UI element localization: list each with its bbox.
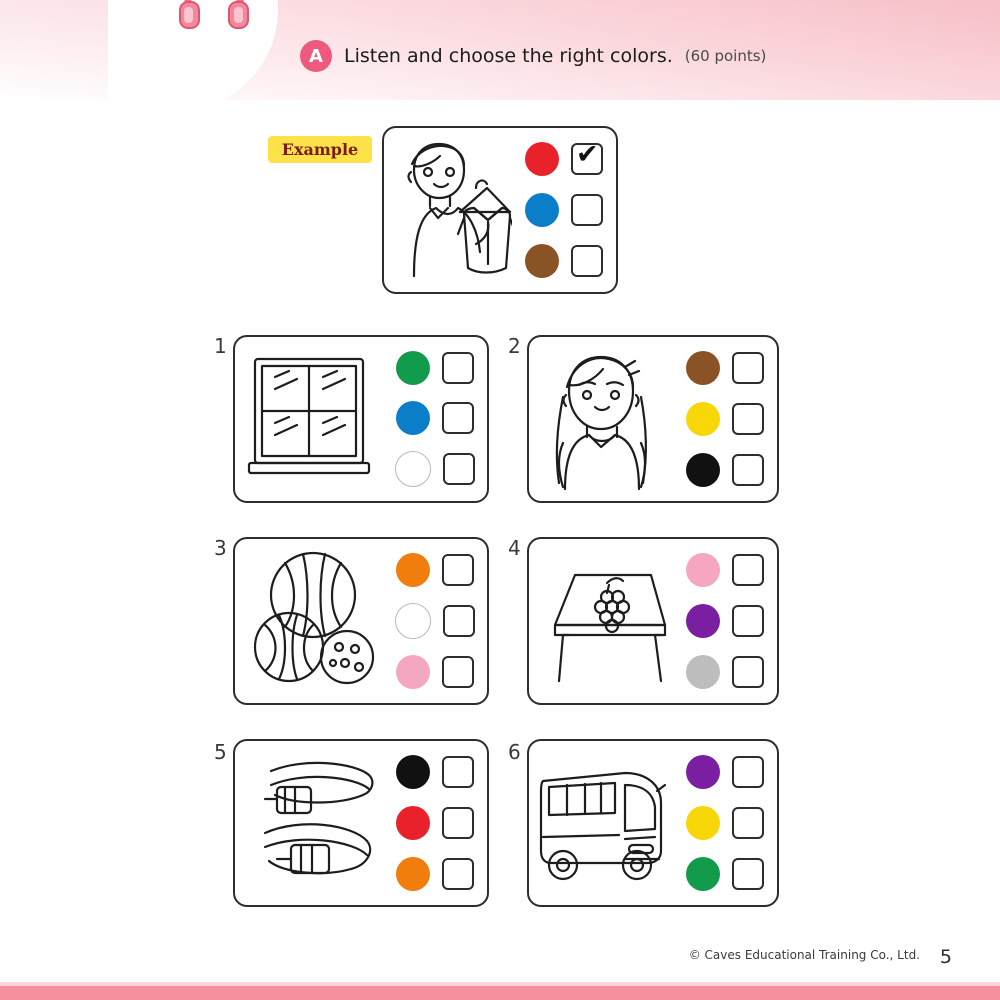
- color-swatch-white: [395, 451, 431, 487]
- color-swatch-yellow: [686, 806, 720, 840]
- checkbox-black[interactable]: [732, 454, 764, 486]
- checkbox-black[interactable]: [442, 756, 474, 788]
- page-number: 5: [939, 946, 952, 968]
- checkbox-orange[interactable]: [442, 858, 474, 890]
- color-swatch-white: [395, 603, 431, 639]
- choice-row: [395, 451, 475, 487]
- color-swatch-red: [525, 142, 559, 176]
- choice-row: [686, 453, 764, 487]
- choice-row: [686, 655, 764, 689]
- example-choices: [512, 128, 616, 292]
- question-5-choices: [383, 741, 487, 905]
- choice-row: [395, 603, 475, 639]
- color-swatch-green: [686, 857, 720, 891]
- copyright-footer: © Caves Educational Training Co., Ltd.: [688, 948, 920, 962]
- question-picture-balls: [235, 539, 383, 703]
- checkbox-yellow[interactable]: [732, 403, 764, 435]
- question-number-5: 5: [214, 740, 227, 764]
- question-card-4: [527, 537, 779, 705]
- question-2-choices: [673, 337, 777, 501]
- color-swatch-pink: [396, 655, 430, 689]
- footer-band: [0, 986, 1000, 1000]
- checkbox-purple[interactable]: [732, 756, 764, 788]
- question-1-choices: [383, 337, 487, 501]
- question-number-2: 2: [508, 334, 521, 358]
- question-card-5: [233, 739, 489, 907]
- section-points: (60 points): [684, 47, 767, 65]
- question-card-6: [527, 739, 779, 907]
- color-swatch-purple: [686, 755, 720, 789]
- example-card: [382, 126, 618, 294]
- choice-row: [686, 857, 764, 891]
- checkbox-brown[interactable]: [732, 352, 764, 384]
- checkbox-pink[interactable]: [732, 554, 764, 586]
- question-6-choices: [673, 741, 777, 905]
- choice-row: [686, 351, 764, 385]
- choice-row: [396, 553, 474, 587]
- question-number-4: 4: [508, 536, 521, 560]
- question-picture-belts: [235, 741, 383, 905]
- question-picture-girl: [529, 337, 673, 501]
- checkbox-green[interactable]: [732, 858, 764, 890]
- question-3-choices: [383, 539, 487, 703]
- question-picture-window: [235, 337, 383, 501]
- question-4-choices: [673, 539, 777, 703]
- checkbox-blue[interactable]: [442, 402, 474, 434]
- color-swatch-blue: [525, 193, 559, 227]
- question-picture-bus: [529, 741, 673, 905]
- headphones-icon: [178, 0, 250, 30]
- choice-row: [396, 806, 474, 840]
- color-swatch-gray: [686, 655, 720, 689]
- question-number-3: 3: [214, 536, 227, 560]
- choice-row: [396, 401, 474, 435]
- color-swatch-brown: [525, 244, 559, 278]
- color-swatch-red: [396, 806, 430, 840]
- checkbox-purple[interactable]: [732, 605, 764, 637]
- choice-row: [525, 142, 603, 176]
- choice-row: [525, 193, 603, 227]
- color-swatch-purple: [686, 604, 720, 638]
- checkbox-pink[interactable]: [442, 656, 474, 688]
- question-card-2: [527, 335, 779, 503]
- color-swatch-brown: [686, 351, 720, 385]
- color-swatch-pink: [686, 553, 720, 587]
- choice-row: [686, 402, 764, 436]
- checkbox-white[interactable]: [443, 605, 475, 637]
- question-number-6: 6: [508, 740, 521, 764]
- checkbox-yellow[interactable]: [732, 807, 764, 839]
- example-badge: Example: [268, 136, 372, 163]
- choice-row: [396, 655, 474, 689]
- question-picture-table-grapes: [529, 539, 673, 703]
- color-swatch-orange: [396, 553, 430, 587]
- example-picture-boy-shirt: [384, 128, 512, 292]
- color-swatch-yellow: [686, 402, 720, 436]
- question-number-1: 1: [214, 334, 227, 358]
- checkbox-white[interactable]: [443, 453, 475, 485]
- color-swatch-green: [396, 351, 430, 385]
- choice-row: [396, 351, 474, 385]
- color-swatch-blue: [396, 401, 430, 435]
- checkbox-orange[interactable]: [442, 554, 474, 586]
- choice-row: [686, 553, 764, 587]
- choice-row: [686, 604, 764, 638]
- choice-row: [396, 755, 474, 789]
- question-card-3: [233, 537, 489, 705]
- choice-row: [686, 806, 764, 840]
- color-swatch-black: [396, 755, 430, 789]
- checkbox-red[interactable]: [571, 143, 603, 175]
- checkbox-red[interactable]: [442, 807, 474, 839]
- question-card-1: [233, 335, 489, 503]
- choice-row: [396, 857, 474, 891]
- section-letter-badge: A: [300, 40, 332, 72]
- color-swatch-black: [686, 453, 720, 487]
- section-header: [300, 40, 766, 72]
- color-swatch-orange: [396, 857, 430, 891]
- section-instruction: Listen and choose the right colors.: [344, 45, 673, 67]
- choice-row: [686, 755, 764, 789]
- checkbox-blue[interactable]: [571, 194, 603, 226]
- checkbox-gray[interactable]: [732, 656, 764, 688]
- checkbox-brown[interactable]: [571, 245, 603, 277]
- choice-row: [525, 244, 603, 278]
- checkbox-green[interactable]: [442, 352, 474, 384]
